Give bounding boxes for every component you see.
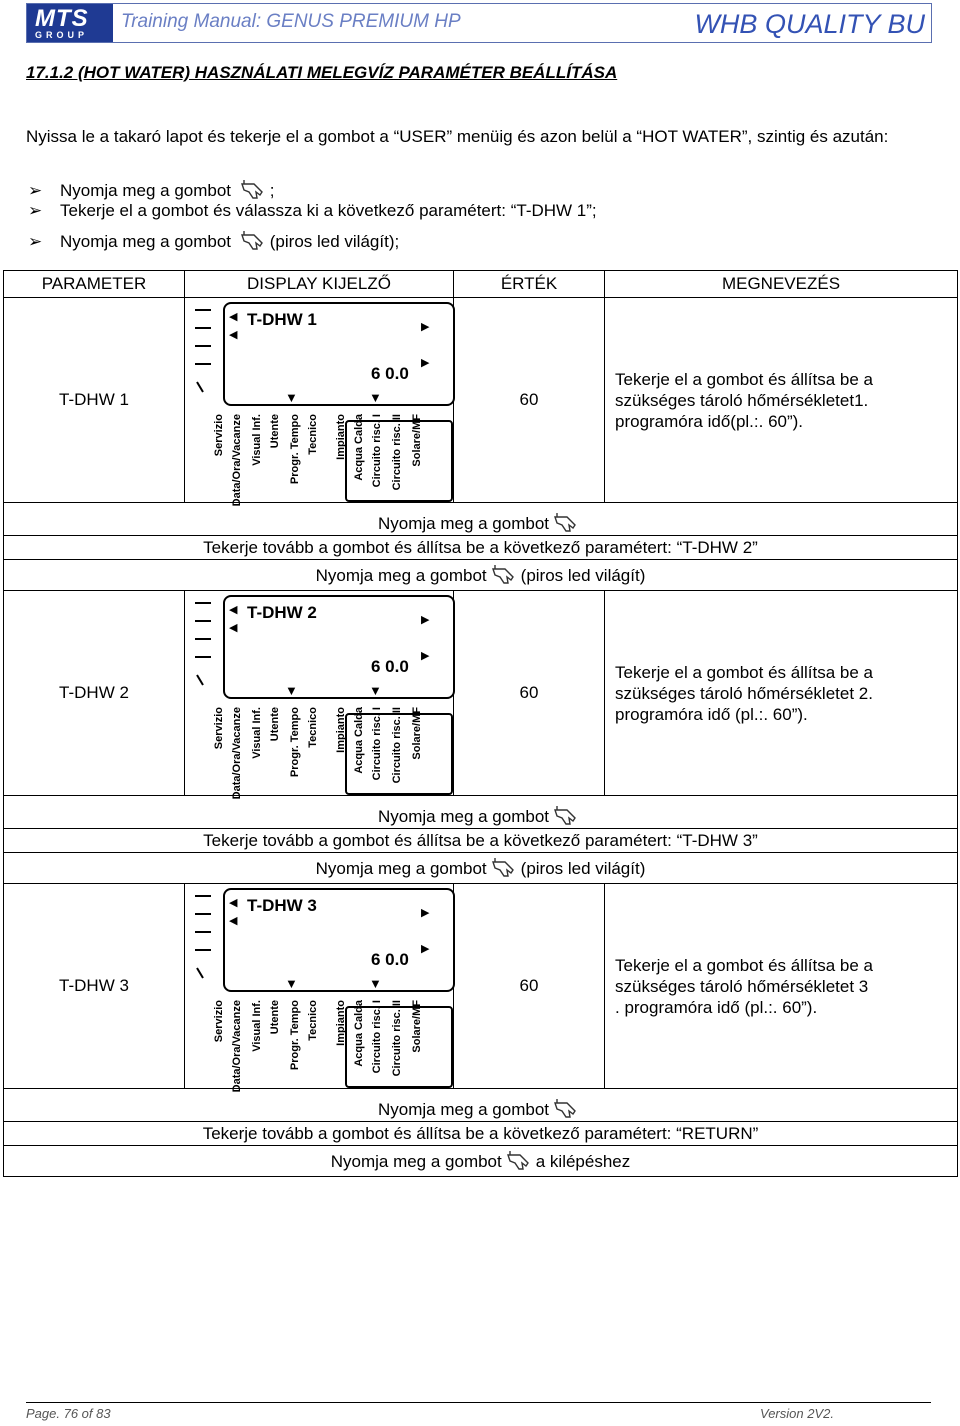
bullet-arrow-icon: ➢ [28,181,43,200]
menu-label: Progr. Tempo [289,414,301,485]
col-header-display: DISPLAY KIJELZŐ [185,271,454,298]
lcd-arrow-icon: ◀ [229,329,238,341]
lcd-arrow-icon: ▶ [421,321,430,333]
instruction-turn: Tekerje tovább a gombot és állítsa be a következő paramétert: “T-DHW 2” [4,536,958,560]
lcd-display [185,884,453,1093]
instruction-suffix: (piros led világít) [520,566,646,585]
menu-label: Circuito risc. I [371,1000,383,1074]
desc-line: szükséges tároló hőmérsékletet 3 [615,976,869,996]
hand-press-icon [506,1149,532,1173]
table-header-row [4,271,958,298]
bullet-arrow-icon: ➢ [28,232,43,251]
instruction-press [4,1089,958,1122]
lcd-arrow-icon: ▶ [421,943,430,955]
col-header-parameter: PARAMETER [4,271,185,298]
lcd-arrow-icon: ▼ [369,976,382,991]
display-cell [185,298,454,507]
menu-label: Acqua Calda [353,414,365,481]
bullet-text: Tekerje el a gombot és válassza ki a következő paramétert: “T-DHW 1”; [60,201,597,220]
instruction-row [4,560,958,591]
menu-label: Visual Inf. [251,707,263,759]
lcd-value: 6 0.0 [371,657,409,676]
parameter-table [3,270,958,1177]
instruction-press [4,503,958,536]
param-description [605,298,958,503]
menu-label: Visual Inf. [251,1000,263,1052]
lcd-arrow-icon: ▼ [369,683,382,698]
manual-title: Training Manual: GENUS PREMIUM HP [121,11,461,32]
lcd-display [185,591,453,800]
bullet-suffix: (piros led világít); [269,232,400,251]
col-header-description: MEGNEVEZÉS [605,271,958,298]
hand-press-icon [491,856,517,880]
menu-label: Visual Inf. [251,414,263,466]
param-value: 60 [454,298,605,503]
menu-label: Circuito risc. II [391,1000,403,1077]
hand-press-icon [553,511,579,535]
instruction-row [4,1089,958,1122]
desc-line: Tekerje el a gombot és állítsa be a [615,662,873,682]
instruction-text: Nyomja meg a gombot [377,1100,550,1119]
hand-press-icon [553,804,579,828]
menu-label: Tecnico [307,414,319,455]
bullet-text: Nyomja meg a gombot [60,181,232,200]
lcd-arrow-icon: ◀ [229,311,238,323]
bullet-arrow-icon: ➢ [28,201,43,220]
lcd-title: T-DHW 1 [247,310,317,329]
menu-label: Servizio [213,1000,225,1043]
param-description [605,591,958,796]
lcd-arrow-icon: ▶ [421,357,430,369]
logo-subtext: GROUP [35,30,89,40]
lcd-arrow-icon: ▼ [285,390,298,405]
menu-label: Progr. Tempo [289,707,301,778]
desc-line: Tekerje el a gombot és állítsa be a [615,369,873,389]
instruction-text: Nyomja meg a gombot [315,859,487,878]
instruction-suffix: a kilépéshez [535,1152,631,1171]
intro-text: Nyissa le a takaró lapot és tekerje el a gombot a “USER” menüig és azon belül a “HOT WATER”, szintig és azután: [26,127,889,146]
menu-label: Progr. Tempo [289,1000,301,1071]
instruction-press2 [4,1146,958,1177]
menu-label: Circuito risc. II [391,414,403,491]
program-bars-icon [185,890,221,990]
menu-label: Utente [269,707,281,742]
menu-label: Acqua Calda [353,707,365,774]
instruction-text: Nyomja meg a gombot [377,807,550,826]
menu-label: Solare/MF [411,414,423,467]
menu-label: Tecnico [307,1000,319,1041]
desc-line: programóra idő(pl.:. 60”). [615,411,804,431]
mts-logo [27,4,113,42]
desc-line: . programóra idő (pl.:. 60”). [615,997,818,1017]
menu-label: Data/Ora/Vacanze [231,707,243,800]
table-row [4,591,958,796]
menu-label: Impianto [335,707,347,753]
hand-press-icon [240,178,266,202]
instruction-row [4,503,958,536]
instruction-turn: Tekerje tovább a gombot és állítsa be a következő paramétert: “RETURN” [4,1122,958,1146]
lcd-title: T-DHW 2 [247,603,317,622]
lcd-value: 6 0.0 [371,364,409,383]
menu-label: Utente [269,1000,281,1035]
instruction-row [4,1122,958,1146]
lcd-arrow-icon: ◀ [229,622,238,634]
param-name: T-DHW 1 [4,298,185,503]
table-row [4,298,958,503]
instruction-row [4,1146,958,1177]
hand-press-icon [553,1097,579,1121]
lcd-arrow-icon: ◀ [229,604,238,616]
col-header-value: ÉRTÉK [454,271,605,298]
program-bars-icon [185,304,221,404]
lcd-arrow-icon: ▼ [369,390,382,405]
menu-label: Servizio [213,414,225,457]
lcd-arrow-icon: ▼ [285,976,298,991]
program-bars-icon [185,597,221,697]
bullet-3 [28,229,399,253]
menu-label: Acqua Calda [353,1000,365,1067]
instruction-press2 [4,853,958,884]
bullet-suffix: ; [269,181,275,200]
menu-label: Utente [269,414,281,449]
menu-label: Impianto [335,414,347,460]
logo-text: MTS [35,5,89,32]
menu-label: Circuito risc. I [371,707,383,781]
bullet-text: Nyomja meg a gombot [60,232,232,251]
lcd-arrow-icon: ▶ [421,907,430,919]
bullet-2 [28,201,597,221]
menu-label: Circuito risc. II [391,707,403,784]
instruction-press2 [4,560,958,591]
instruction-text: Nyomja meg a gombot [377,514,550,533]
desc-line: szükséges tároló hőmérsékletet 2. [615,683,873,703]
lcd-arrow-icon: ◀ [229,915,238,927]
page-number: Page. 76 of 83 [26,1406,111,1421]
lcd-value: 6 0.0 [371,950,409,969]
desc-line: Tekerje el a gombot és állítsa be a [615,955,873,975]
lcd-arrow-icon: ◀ [229,897,238,909]
instruction-row [4,536,958,560]
instruction-text: Nyomja meg a gombot [315,566,487,585]
hand-press-icon [491,563,517,587]
menu-label: Data/Ora/Vacanze [231,414,243,507]
instruction-row [4,853,958,884]
footer-rule [26,1402,931,1403]
lcd-arrow-icon: ▶ [421,650,430,662]
section-title: 17.1.2 (HOT WATER) HASZNÁLATI MELEGVÍZ PARAMÉTER BEÁLLÍTÁSA [26,63,618,82]
table-row [4,884,958,1089]
instruction-turn: Tekerje tovább a gombot és állítsa be a következő paramétert: “T-DHW 3” [4,829,958,853]
display-cell [185,884,454,1093]
lcd-display [185,298,453,507]
instruction-press [4,796,958,829]
menu-label: Tecnico [307,707,319,748]
instruction-row [4,796,958,829]
menu-label: Solare/MF [411,707,423,760]
desc-line: programóra idő (pl.:. 60”). [615,704,808,724]
param-description [605,884,958,1089]
menu-label: Servizio [213,707,225,750]
instruction-suffix: (piros led világít) [520,859,646,878]
menu-label: Circuito risc. I [371,414,383,488]
param-name: T-DHW 3 [4,884,185,1089]
lcd-arrow-icon: ▼ [285,683,298,698]
param-name: T-DHW 2 [4,591,185,796]
page-header [26,3,932,43]
version-label: Version 2V2. [760,1406,834,1421]
param-value: 60 [454,884,605,1089]
param-value: 60 [454,591,605,796]
lcd-title: T-DHW 3 [247,896,317,915]
lcd-arrow-icon: ▶ [421,614,430,626]
instruction-text: Nyomja meg a gombot [330,1152,502,1171]
desc-line: szükséges tároló hőmérsékletet1. [615,390,869,410]
hand-press-icon [240,229,266,253]
bullet-1 [28,178,275,202]
menu-label: Data/Ora/Vacanze [231,1000,243,1093]
display-cell [185,591,454,800]
instruction-row [4,829,958,853]
menu-label: Solare/MF [411,1000,423,1053]
business-unit: WHB QUALITY BU [694,9,925,39]
menu-label: Impianto [335,1000,347,1046]
